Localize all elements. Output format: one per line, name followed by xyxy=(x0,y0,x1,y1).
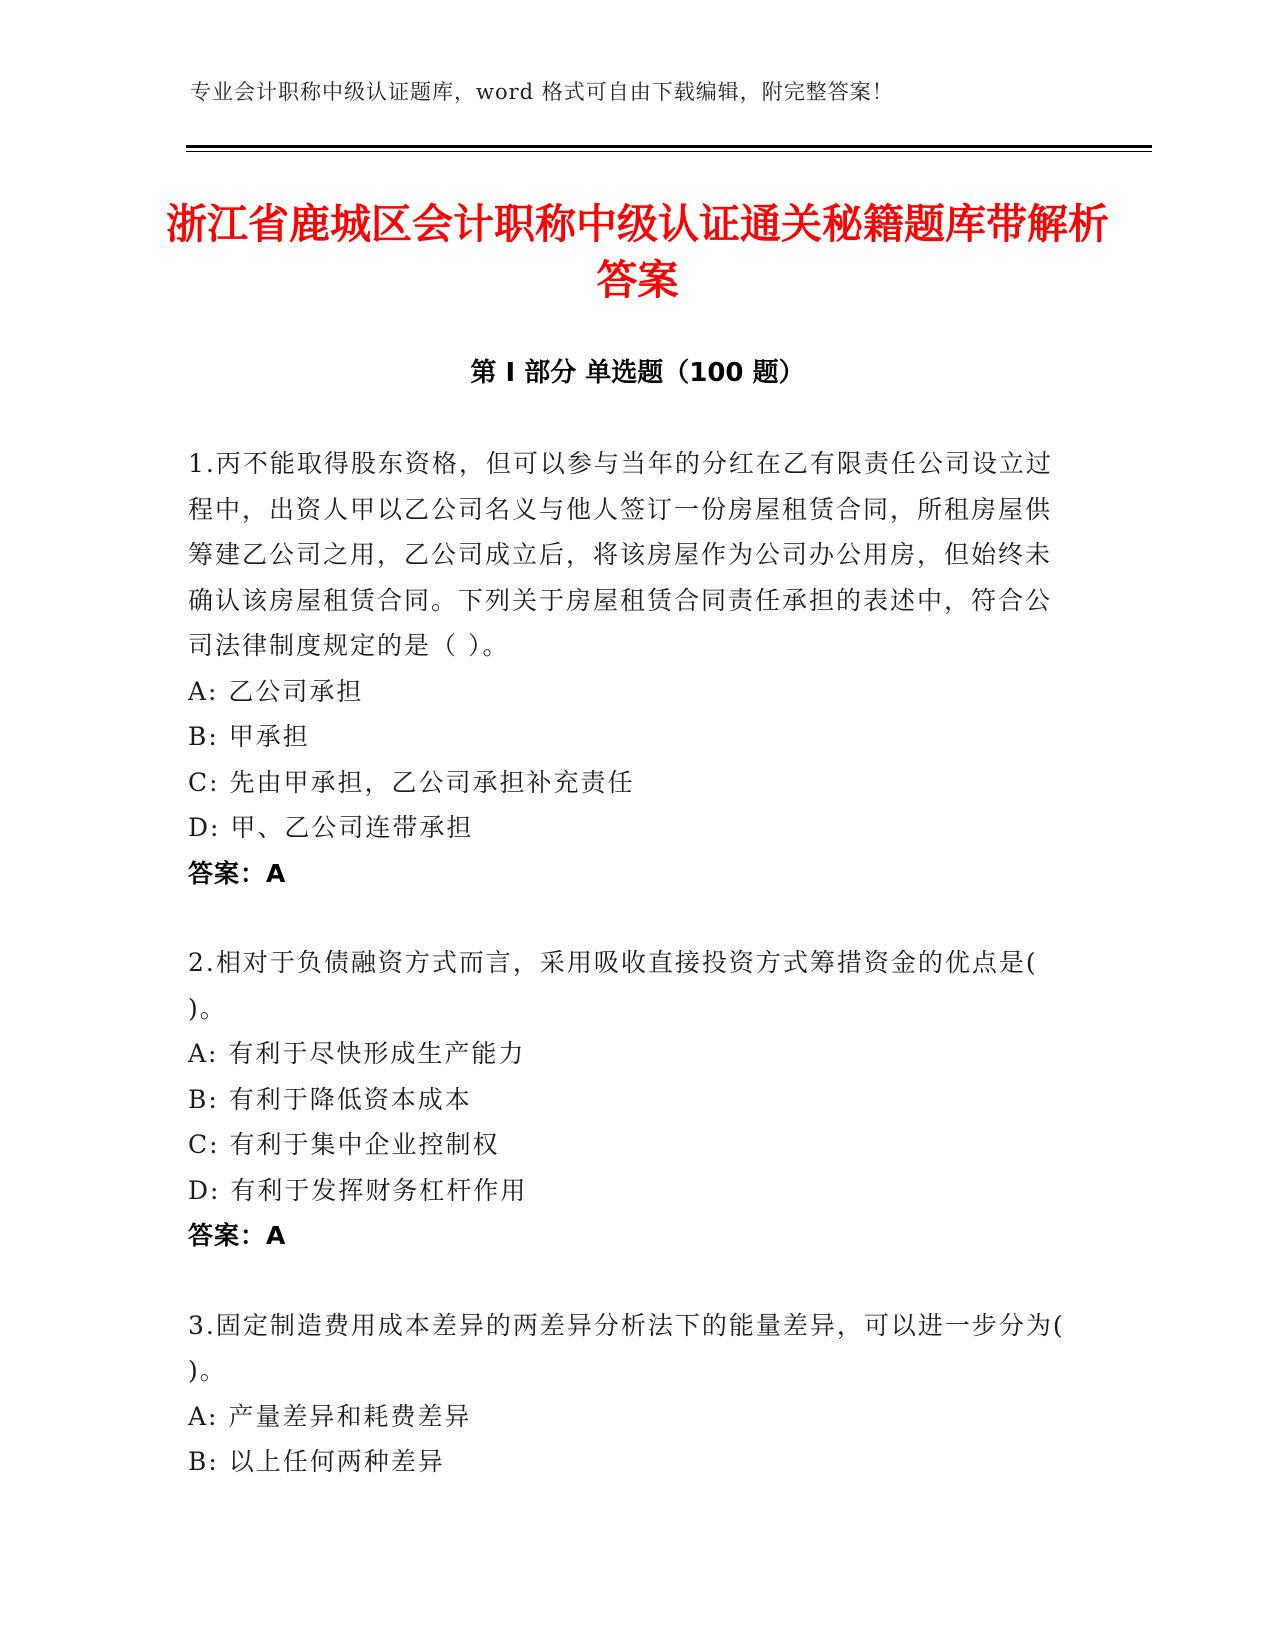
question-1 xyxy=(188,441,1068,896)
option-d: D: 甲、乙公司连带承担 xyxy=(188,813,474,842)
option-b: B: 有利于降低资本成本 xyxy=(188,1084,472,1114)
question-stem: 1.丙不能取得股东资格，但可以参与当年的分红在乙有限责任公司设立过程中，出资人甲以乙公司名义与他人签订一份房屋租赁合同，所租房屋供筹建乙公司之用，乙公司成立后，将该房屋作为公司办公用房，但始终未确认该房屋租赁合同。下列关于房屋租赁合同责任承担的表述中，符合公司法律制度规定的是（ ）。 xyxy=(188,449,1053,660)
header-note: 专业会计职称中级认证题库，word 格式可自由下载编辑，附完整答案！ xyxy=(190,80,894,104)
option-b: B: 以上任何两种差异 xyxy=(188,1447,445,1476)
option-b: B: 甲承担 xyxy=(188,722,310,751)
question-list xyxy=(188,441,1068,1529)
header-rule-thick xyxy=(186,145,1152,148)
document-title: 浙江省鹿城区会计职称中级认证通关秘籍题库带解析答案 xyxy=(166,200,1109,304)
question-stem: 3.固定制造费用成本差异的两差异分析法下的能量差异，可以进一步分为( )。 xyxy=(188,1310,1065,1385)
option-a: A: 乙公司承担 xyxy=(188,676,364,706)
section-heading: 第 I 部分 单选题（100 题） xyxy=(470,358,805,388)
answer: 答案：A xyxy=(188,1221,287,1250)
option-a: A: 产量差异和耗费差异 xyxy=(188,1401,472,1431)
option-a: A: 有利于尽快形成生产能力 xyxy=(188,1039,526,1068)
option-d: D: 有利于发挥财务杠杆作用 xyxy=(188,1175,528,1205)
question-3 xyxy=(188,1303,1068,1485)
question-stem: 2.相对于负债融资方式而言，采用吸收直接投资方式筹措资金的优点是( )。 xyxy=(188,948,1038,1023)
answer: 答案：A xyxy=(188,858,287,888)
option-c: C: 先由甲承担，乙公司承担补充责任 xyxy=(188,767,635,797)
question-2 xyxy=(188,940,1068,1259)
header-rule-thin xyxy=(186,151,1152,152)
option-c: C: 有利于集中企业控制权 xyxy=(188,1130,500,1159)
